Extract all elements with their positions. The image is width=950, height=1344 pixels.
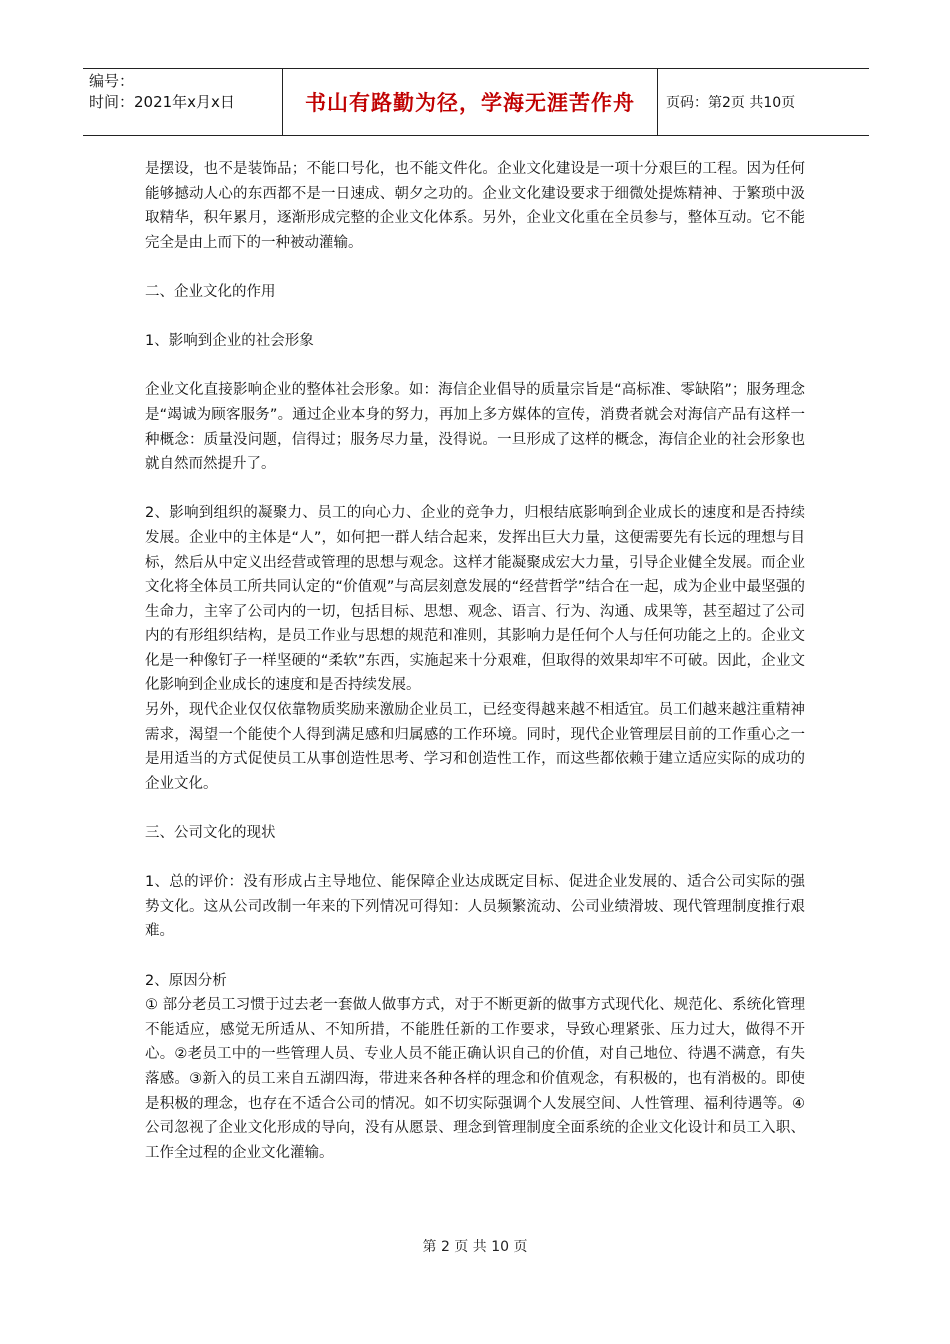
paragraph-culture-intro: 是摆设，也不是装饰品；不能口号化，也不能文件化。企业文化建设是一项十分艰巨的工程。因为任何能够撼动人心的东西都不是一日速成、朝夕之功的。企业文化建设要求于细微处提炼精神、于繁琐中汲取精华，积年累月，逐渐形成完整的企业文化体系。另外，企业文化重在全员参与，整体互动。它不能完全是由上而下的一种被动灌输。 xyxy=(145,161,805,251)
header-meta xyxy=(83,69,283,135)
header-motto: 书山有路勤为径，学海无涯苦作舟 xyxy=(283,69,658,135)
paragraph-cause-analysis: ① 部分老员工习惯于过去老一套做人做事方式，对于不断更新的做事方式现代化、规范化、系统化管理不能适应，感觉无所适从、不知所措，不能胜任新的工作要求，导致心理紧张、压力过大，做得不开心。②老员工中的一些管理人员、专业人员不能正确认识自己的价值，对自己地位、待遇不满意，有失落感。③新入的员工来自五湖四海，带进来各种各样的理念和价值观念，有积极的，也有消极的。即使是积极的理念，也存在不适合公司的情况。如不切实际强调个人发展空间、人性管理、福利待遇等。④公司忽视了企业文化形成的导向，没有从愿景、理念到管理制度全面系统的企业文化设计和员工入职、工作全过程的企业文化灌输。 xyxy=(145,997,805,1161)
paragraph-motivation: 另外，现代企业仅仅依靠物质奖励来激励企业员工，已经变得越来越不相适宜。员工们越来越注重精神需求，渴望一个能使个人得到满足感和归属感的工作环境。同时，现代企业管理层目前的工作重心之一是用适当的方式促使员工从事创造性思考、学习和创造性工作，而这些都依赖于建立适应实际的成功的企业文化。 xyxy=(145,702,805,792)
page-header xyxy=(83,68,869,136)
section-heading-3: 三、公司文化的现状 xyxy=(145,825,276,842)
subheading-cause-analysis: 2、原因分析 xyxy=(145,972,227,989)
header-page-info: 页码：第2页 共10页 xyxy=(666,95,796,111)
number-label: 编号： xyxy=(89,72,135,90)
paragraph-cohesion: 2、影响到组织的凝聚力、员工的向心力、企业的竞争力，归根结底影响到企业成长的速度和是否持续发展。企业中的主体是“人”，如何把一群人结合起来，发挥出巨大力量，这便需要先有长远的理想与目标，然后从中定义出经营或管理的思想与观念。这样才能凝聚成宏大力量，引导企业健全发展。而企业文化将全体员工所共同认定的“价值观”与高层刻意发展的“经营哲学”结合在一起，成为企业中最坚强的生命力，主宰了公司内的一切，包括目标、思想、观念、语言、行为、沟通、成果等，甚至超过了公司内的有形组织结构，是员工作业与思想的规范和准则，其影响力是任何个人与任何功能之上的。企业文化是一种像钉子一样坚硬的“柔软”东西，实施起来十分艰难，但取得的效果却牢不可破。因此，企业文化影响到企业成长的速度和是否持续发展。 xyxy=(145,505,805,694)
page-footer: 第 2 页 共 10 页 xyxy=(422,1239,528,1255)
document-body xyxy=(145,157,805,1165)
subheading-social-image: 1、影响到企业的社会形象 xyxy=(145,333,314,350)
time-label: 时间：2021年x月x日 xyxy=(89,93,235,111)
section-heading-2: 二、企业文化的作用 xyxy=(145,283,276,300)
paragraph-social-image: 企业文化直接影响企业的整体社会形象。如：海信企业倡导的质量宗旨是“高标准、零缺陷”；服务理念是“竭诚为顾客服务”。通过企业本身的努力，再加上多方媒体的宣传，消费者就会对海信产品有这样一种概念：质量没问题，信得过；服务尽力量，没得说。一旦形成了这样的概念，海信企业的社会形象也就自然而然提升了。 xyxy=(145,382,805,473)
paragraph-evaluation: 1、总的评价：没有形成占主导地位、能保障企业达成既定目标、促进企业发展的、适合公司实际的强势文化。这从公司改制一年来的下列情况可得知：人员频繁流动、公司业绩滑坡、现代管理制度推行艰难。 xyxy=(145,874,805,940)
